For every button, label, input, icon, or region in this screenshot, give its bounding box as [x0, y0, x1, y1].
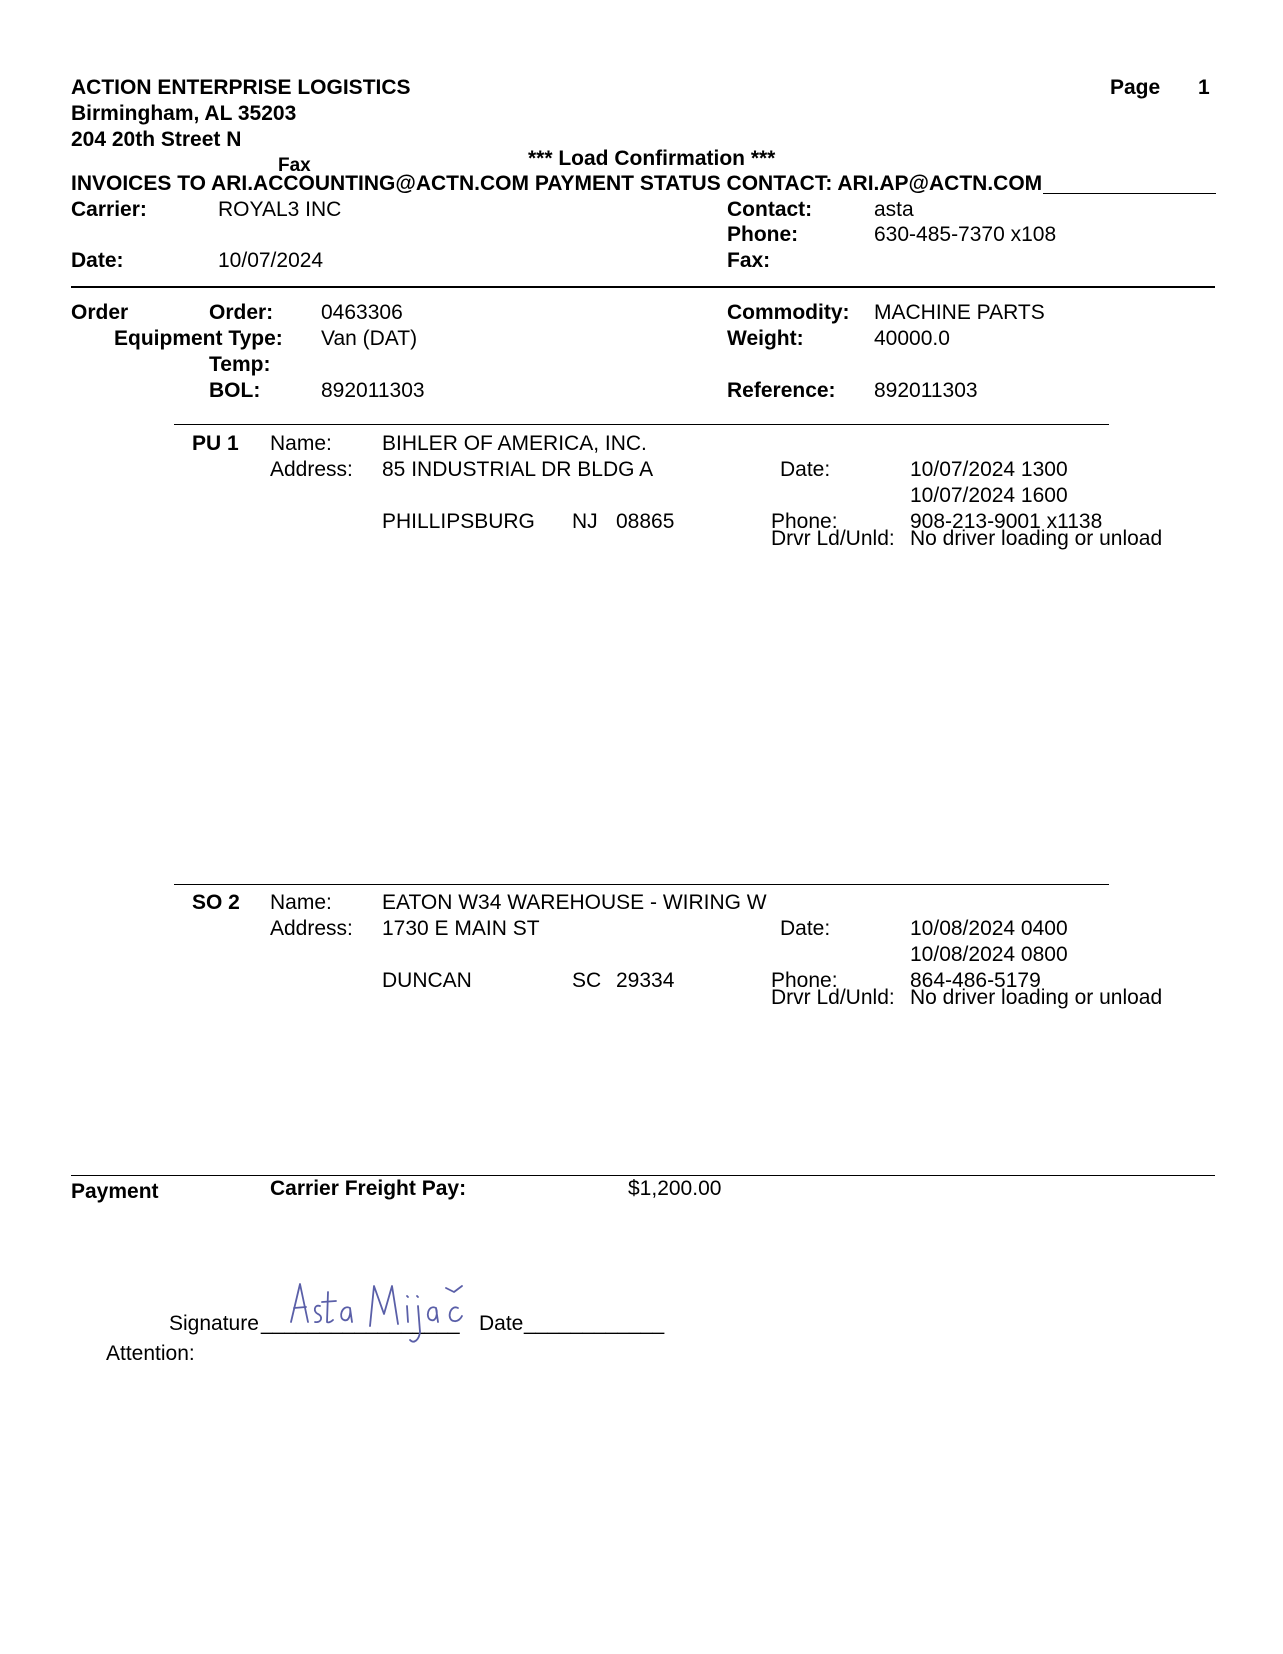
equipment-value: Van (DAT) [321, 327, 418, 350]
stop-city: PHILLIPSBURG [382, 510, 535, 533]
order-label: Order: [209, 301, 274, 324]
payment-divider [71, 1175, 1215, 1176]
signature-date-label: Date [479, 1312, 524, 1335]
stop-date-end: 10/08/2024 0800 [910, 943, 1068, 966]
stop-divider [174, 424, 1109, 425]
commodity-value: MACHINE PARTS [874, 301, 1045, 324]
stop-address-label: Address: [270, 458, 353, 481]
stop-state: NJ [572, 510, 598, 533]
stop-date-start: 10/08/2024 0400 [910, 917, 1068, 940]
stop-drvr-label: Drvr Ld/Unld: [771, 986, 895, 1009]
freight-pay-value: $1,200.00 [628, 1177, 722, 1200]
temp-label: Temp: [209, 353, 271, 376]
company-street: 204 20th Street N [71, 128, 242, 151]
stop-zip: 08865 [616, 510, 675, 533]
reference-label: Reference: [727, 379, 836, 402]
stop-divider [174, 884, 1109, 885]
stop-date-start: 10/07/2024 1300 [910, 458, 1068, 481]
stop-phone: 908-213-9001 x1138 [910, 510, 1103, 533]
stop-phone: 864-486-5179 [910, 969, 1041, 992]
stop-name-label: Name: [270, 891, 332, 914]
reference-value: 892011303 [874, 379, 978, 402]
stop-drvr: No driver loading or unload [910, 527, 1163, 550]
stop-phone-label: Phone: [771, 969, 838, 992]
weight-value: 40000.0 [874, 327, 950, 350]
stop-name: BIHLER OF AMERICA, INC. [382, 432, 647, 455]
stop-address: 1730 E MAIN ST [382, 917, 540, 940]
contact-label: Contact: [727, 198, 813, 221]
stop-date-label: Date: [780, 917, 831, 940]
stop-city: DUNCAN [382, 969, 472, 992]
fax-label: Fax: [727, 249, 771, 272]
stop-state: SC [572, 969, 602, 992]
equipment-label: Equipment Type: [114, 327, 283, 350]
stop-date-label: Date: [780, 458, 831, 481]
stop-date-end: 10/07/2024 1600 [910, 484, 1068, 507]
stop-name: EATON W34 WAREHOUSE - WIRING W [382, 891, 767, 914]
invoice-instructions: INVOICES TO ARI.ACCOUNTING@ACTN.COM PAYMENT STATUS CONTACT: ARI.AP@ACTN.COM [71, 172, 1043, 195]
company-fax-label: Fax [278, 155, 311, 176]
contact-value: asta [874, 198, 914, 221]
stop-zip: 29334 [616, 969, 675, 992]
divider [71, 286, 1215, 288]
commodity-label: Commodity: [727, 301, 850, 324]
stop-address-label: Address: [270, 917, 353, 940]
freight-pay-label: Carrier Freight Pay: [270, 1177, 467, 1200]
handwritten-signature [286, 1270, 486, 1350]
bol-label: BOL: [209, 379, 261, 402]
carrier-value: ROYAL3 INC [218, 198, 342, 221]
stop-code: PU 1 [192, 432, 239, 455]
attention-label: Attention: [106, 1342, 195, 1365]
signature-line: _________________ [261, 1312, 460, 1335]
company-city: Birmingham, AL 35203 [71, 102, 297, 125]
stop-code: SO 2 [192, 891, 240, 914]
date-label: Date: [71, 249, 124, 272]
stop-drvr-label: Drvr Ld/Unld: [771, 527, 895, 550]
stop-name-label: Name: [270, 432, 332, 455]
page-number: 1 [1198, 76, 1210, 99]
phone-value: 630-485-7370 x108 [874, 223, 1057, 246]
phone-label: Phone: [727, 223, 799, 246]
order-value: 0463306 [321, 301, 403, 324]
date-value: 10/07/2024 [218, 249, 324, 272]
page-label: Page [1110, 76, 1161, 99]
signature-label: Signature [169, 1312, 259, 1335]
stop-address: 85 INDUSTRIAL DR BLDG A [382, 458, 654, 481]
weight-label: Weight: [727, 327, 804, 350]
stop-drvr: No driver loading or unload [910, 986, 1163, 1009]
order-section-label: Order [71, 301, 129, 324]
company-name: ACTION ENTERPRISE LOGISTICS [71, 76, 411, 99]
signature-date-line: ____________ [524, 1312, 665, 1335]
payment-section-label: Payment [71, 1180, 159, 1203]
document-title: *** Load Confirmation *** [528, 147, 776, 170]
carrier-label: Carrier: [71, 198, 147, 221]
invoice-underline [1043, 193, 1216, 194]
stop-phone-label: Phone: [771, 510, 838, 533]
bol-value: 892011303 [321, 379, 425, 402]
